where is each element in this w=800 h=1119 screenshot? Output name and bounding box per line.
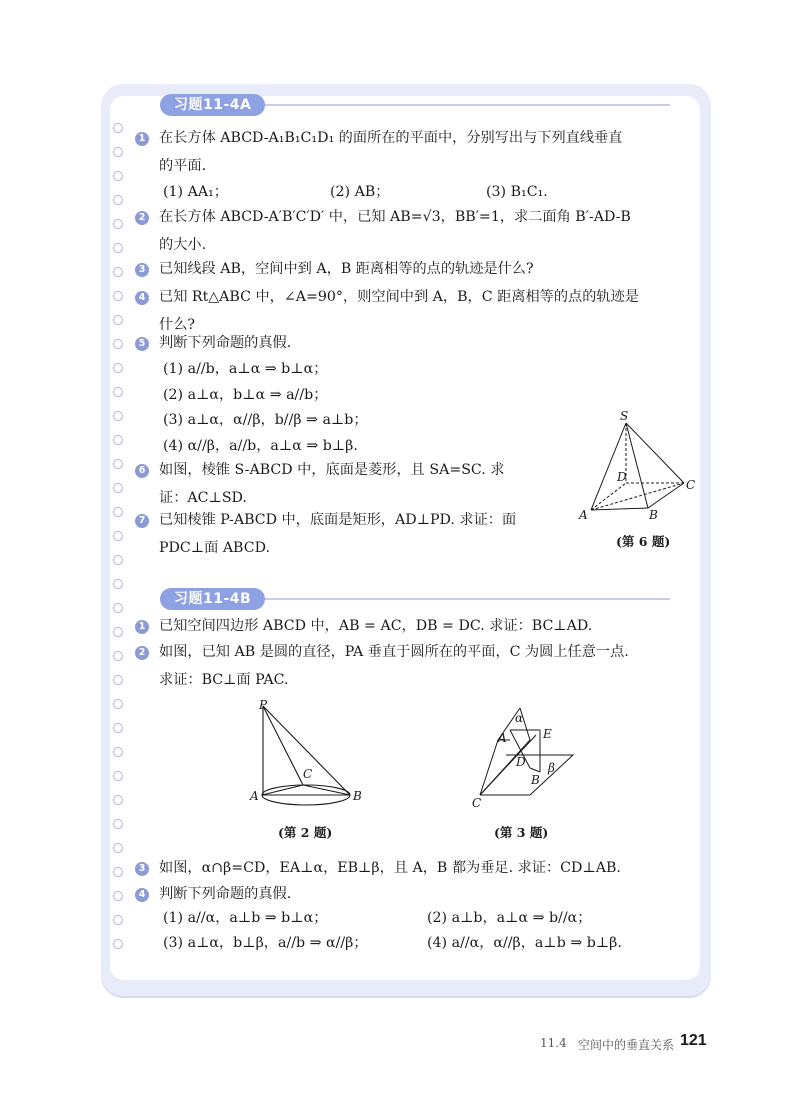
binder-ring — [113, 747, 123, 757]
intersection-cd — [480, 735, 536, 795]
point-label: E — [543, 727, 552, 741]
segment-pb — [263, 706, 350, 795]
question-text: 如图，α∩β=CD，EA⊥α，EB⊥β，且 A，B 都为垂足. 求证：CD⊥AB. — [159, 860, 621, 876]
binder-ring — [113, 507, 123, 517]
question-number-badge: 2 — [135, 646, 149, 660]
binder-ring — [113, 411, 123, 421]
point-label: α — [515, 711, 524, 725]
binder-ring — [113, 291, 123, 301]
question-text: 如图，已知 AB 是圆的直径，PA 垂直于圆所在的平面，C 为圆上任意一点. — [159, 644, 629, 660]
question-text: 已知 Rt△ABC 中，∠A=90°，则空间中到 A，B，C 距离相等的点的轨迹是 — [159, 289, 639, 305]
binder-ring — [113, 939, 123, 949]
page-number: 121 — [680, 1032, 707, 1049]
point-label: β — [548, 761, 555, 775]
option-2: (2) AB； — [330, 184, 390, 200]
question-b2 — [135, 638, 691, 694]
option-1: (1) AA₁； — [163, 184, 228, 200]
question-number-badge: 2 — [135, 211, 149, 225]
section-a-title: 习题11-4A — [160, 94, 265, 116]
question-number-badge: 1 — [135, 620, 149, 634]
vertex-label: C — [686, 478, 696, 492]
question-text-cont: PDC⊥面 ABCD. — [159, 540, 270, 556]
binder-ring — [113, 435, 123, 445]
point-label: B — [353, 789, 362, 803]
binder-ring — [113, 771, 123, 781]
binder-ring — [113, 363, 123, 373]
binder-ring — [113, 603, 123, 613]
question-a7 — [135, 506, 575, 562]
figure-caption: (第 6 题) — [616, 534, 671, 549]
point-label: C — [303, 767, 313, 781]
statement-3: (3) a⊥α，b⊥β，a//b ⇒ α//β； — [163, 935, 368, 951]
vertex-label: S — [620, 409, 629, 423]
statement-2: (2) a⊥α，b⊥α ⇒ a//b； — [163, 387, 328, 403]
question-a2 — [135, 203, 691, 259]
binder-ring — [113, 651, 123, 661]
statement-3: (3) a⊥α，α//β，b//β ⇒ a⊥b； — [163, 412, 368, 428]
statement-1: (1) a//α，a⊥b ⇒ b⊥α； — [163, 910, 328, 926]
binder-ring — [113, 579, 123, 589]
question-number-badge: 4 — [135, 291, 149, 305]
figure-caption: (第 2 题) — [278, 825, 333, 840]
question-text: 在长方体 ABCD-A₁B₁C₁D₁ 的面所在的平面中，分别写出与下列直线垂直 — [159, 130, 623, 146]
section-b-title: 习题11-4B — [160, 588, 265, 610]
binder-ring — [113, 723, 123, 733]
question-number-badge: 3 — [135, 862, 149, 876]
question-number-badge: 1 — [135, 132, 149, 146]
question-number-badge: 6 — [135, 464, 149, 478]
footer-section-title: 空间中的垂直关系 — [578, 1038, 675, 1052]
question-text: 判断下列命题的真假. — [159, 886, 292, 902]
diagonal-ac — [591, 483, 684, 510]
point-label: A — [498, 731, 507, 745]
question-text: 已知棱锥 P-ABCD 中，底面是矩形，AD⊥PD. 求证：面 — [159, 512, 517, 528]
question-text: 在长方体 ABCD-A′B′C′D′ 中，已知 AB=√3，BB′=1，求二面角 B′-AD-B — [159, 209, 631, 225]
binder-ring — [113, 915, 123, 925]
circle-figure — [245, 698, 375, 818]
question-text: 已知线段 AB，空间中到 A，B 距离相等的点的轨迹是什么? — [159, 261, 534, 277]
binder-ring — [113, 459, 123, 469]
footer-section-number: 11.4 — [540, 1036, 567, 1050]
question-text-cont: 求证：BC⊥面 PAC. — [159, 672, 289, 688]
question-a6 — [135, 456, 575, 512]
vertex-label: B — [649, 508, 658, 522]
question-a3 — [135, 255, 691, 283]
binder-ring — [113, 555, 123, 565]
question-number-badge: 3 — [135, 263, 149, 277]
question-text-cont: 的平面. — [159, 158, 207, 174]
binder-ring — [113, 123, 123, 133]
binder-ring — [113, 819, 123, 829]
question-text-cont: 什么? — [159, 317, 195, 333]
question-number-badge: 5 — [135, 337, 149, 351]
point-label: A — [250, 789, 259, 803]
edge-bc — [648, 483, 684, 508]
binder-ring — [113, 867, 123, 877]
binder-ring — [113, 219, 123, 229]
binder-ring — [113, 195, 123, 205]
pyramid-figure — [575, 405, 705, 530]
question-text-cont: 的大小. — [159, 237, 207, 253]
figure-caption: (第 3 题) — [494, 825, 549, 840]
point-label: C — [472, 796, 482, 810]
point-label: P — [259, 698, 268, 712]
binder-ring — [113, 267, 123, 277]
statement-4: (4) a//α，α//β，a⊥b ⇒ b⊥β. — [427, 935, 622, 951]
planes-figure — [468, 700, 583, 810]
statement-1: (1) a//b，a⊥α ⇒ b⊥α； — [163, 361, 328, 377]
edge-ab — [591, 508, 648, 510]
vertex-label: D — [617, 470, 627, 484]
binder-ring — [113, 243, 123, 253]
question-text: 判断下列命题的真假. — [159, 335, 292, 351]
edge-sb — [626, 423, 648, 508]
binder-ring — [113, 795, 123, 805]
binder-ring — [113, 483, 123, 493]
option-3: (3) B₁C₁. — [486, 184, 548, 200]
binder-ring — [113, 891, 123, 901]
edge-sc — [626, 423, 684, 483]
statement-4: (4) α//β，a//b，a⊥α ⇒ b⊥β. — [163, 438, 358, 454]
binder-ring — [113, 387, 123, 397]
binder-ring — [113, 627, 123, 637]
question-number-badge: 7 — [135, 514, 149, 528]
point-label: B — [531, 773, 540, 787]
question-b3 — [135, 854, 691, 882]
question-text-cont: 证：AC⊥SD. — [159, 490, 247, 506]
vertex-label: A — [579, 508, 588, 522]
segment-db — [530, 768, 540, 772]
question-a5 — [135, 329, 691, 357]
binder-ring — [113, 315, 123, 325]
point-label: D — [516, 755, 526, 769]
question-a1 — [135, 124, 691, 180]
segment-pc — [263, 706, 303, 785]
binder-ring — [113, 147, 123, 157]
question-text: 如图，棱锥 S-ABCD 中，底面是菱形，且 SA=SC. 求 — [159, 462, 505, 478]
question-number-badge: 4 — [135, 888, 149, 902]
binder-ring — [113, 675, 123, 685]
statement-2: (2) a⊥b，a⊥α ⇒ b//α； — [427, 910, 592, 926]
binder-ring — [113, 843, 123, 853]
question-text: 已知空间四边形 ABCD 中，AB = AC，DB = DC. 求证：BC⊥AD. — [159, 618, 593, 634]
binder-ring — [113, 699, 123, 709]
binder-ring — [113, 171, 123, 181]
binder-ring — [113, 339, 123, 349]
question-b1 — [135, 612, 691, 640]
binder-ring — [113, 531, 123, 541]
